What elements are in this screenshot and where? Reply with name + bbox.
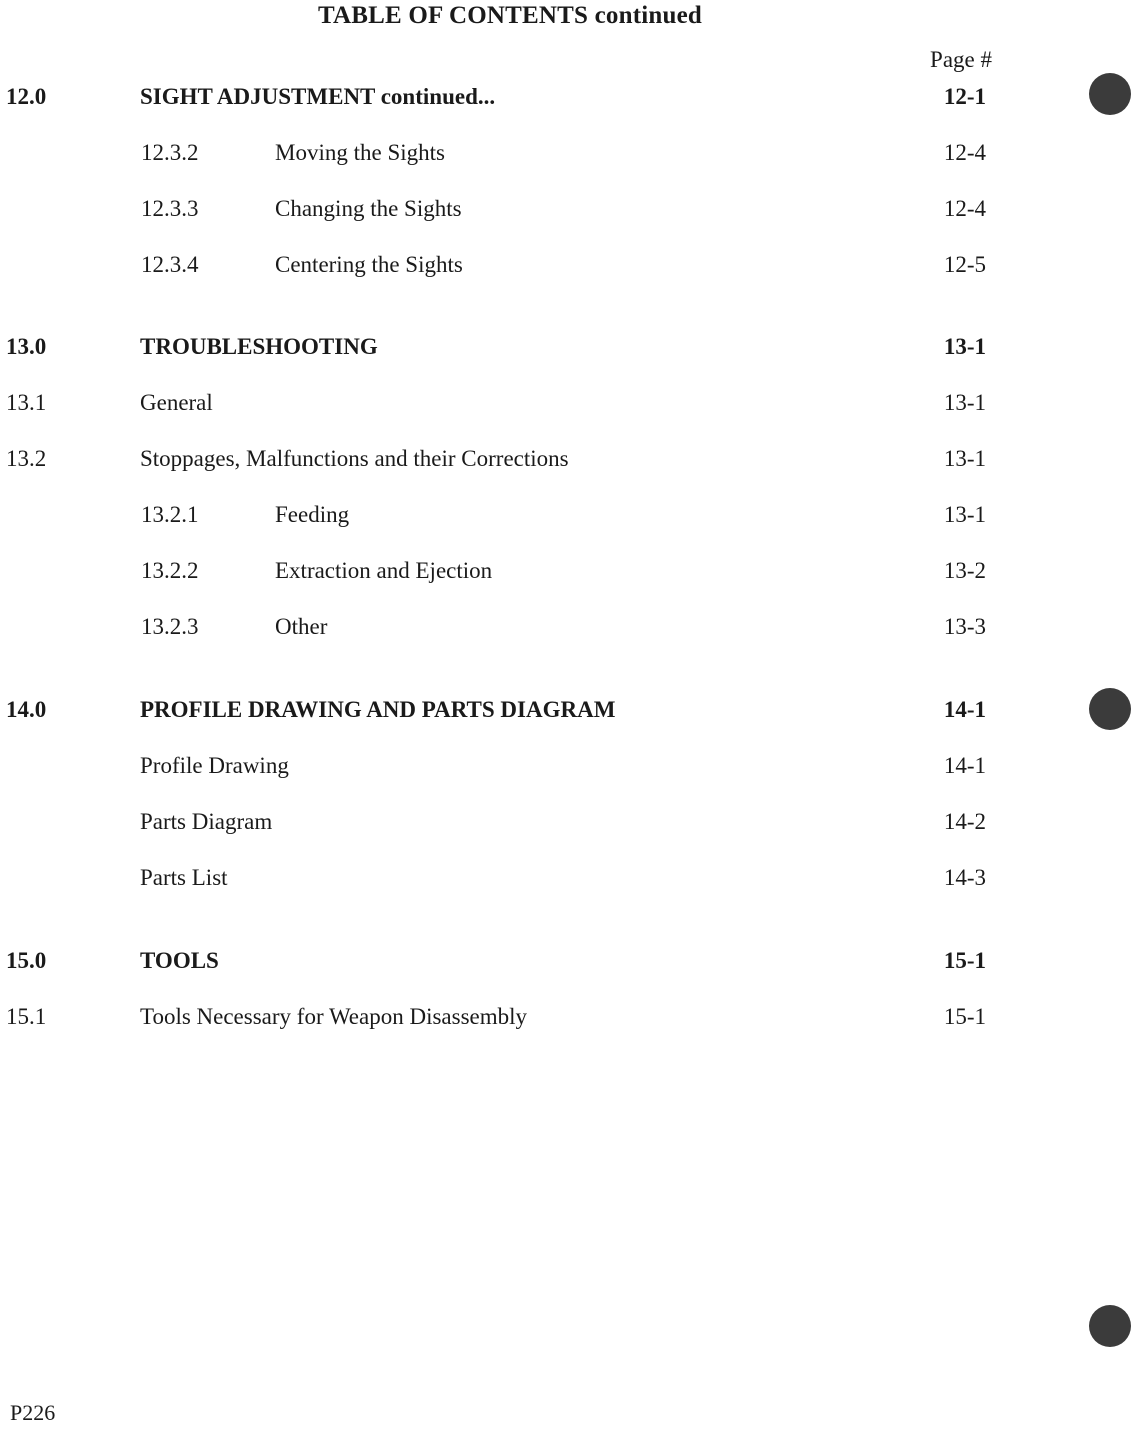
toc-page: 13-3 — [943, 614, 986, 639]
toc-row-section — [0, 753, 1131, 785]
toc-row-sub — [0, 558, 1131, 590]
toc-number: 13.0 — [6, 334, 47, 359]
toc-label: TROUBLESHOOTING — [140, 334, 378, 359]
toc-label: General — [140, 390, 213, 415]
toc-row-major — [0, 84, 1131, 116]
toc-page: 13-1 — [943, 502, 986, 527]
toc-label: Moving the Sights — [275, 140, 445, 165]
toc-row-sub — [0, 140, 1131, 172]
toc-page: 13-2 — [943, 558, 986, 583]
toc-row-major — [0, 948, 1131, 980]
toc-row-sub — [0, 614, 1131, 646]
toc-number: 12.3.3 — [141, 196, 199, 221]
toc-number: 13.2.1 — [141, 502, 199, 527]
binder-hole-mark — [1089, 688, 1131, 730]
toc-number: 12.0 — [6, 84, 47, 109]
toc-label: TOOLS — [140, 948, 219, 973]
binder-hole-mark — [1089, 1305, 1131, 1347]
toc-page: 12-4 — [943, 140, 986, 165]
toc-label: Profile Drawing — [140, 753, 289, 778]
toc-page: 13-1 — [943, 446, 986, 471]
toc-page: 14-2 — [943, 809, 986, 834]
toc-label: Changing the Sights — [275, 196, 462, 221]
toc-number: 12.3.4 — [141, 252, 199, 277]
toc-row-major — [0, 697, 1131, 729]
toc-row-major — [0, 334, 1131, 366]
toc-page: 12-4 — [943, 196, 986, 221]
page-title: TABLE OF CONTENTS continued — [318, 2, 702, 29]
toc-number: 12.3.2 — [141, 140, 199, 165]
toc-number: 15.0 — [6, 948, 47, 973]
toc-label: Stoppages, Malfunctions and their Corrections — [140, 446, 569, 471]
toc-row-sub — [0, 252, 1131, 284]
toc-label: Parts Diagram — [140, 809, 273, 834]
toc-row-section — [0, 1004, 1131, 1036]
toc-row-section — [0, 865, 1131, 897]
toc-page: 14-3 — [943, 865, 986, 890]
toc-page: 15-1 — [943, 948, 986, 973]
document-code: P226 — [10, 1400, 56, 1425]
toc-page: 12-5 — [943, 252, 986, 277]
toc-page: 14-1 — [943, 697, 986, 722]
toc-page: 13-1 — [943, 334, 986, 359]
toc-row-section — [0, 446, 1131, 478]
toc-number: 13.2.2 — [141, 558, 199, 583]
toc-number: 15.1 — [6, 1004, 47, 1029]
toc-row-section — [0, 809, 1131, 841]
toc-number: 13.2 — [6, 446, 47, 471]
toc-page: 12-1 — [943, 84, 986, 109]
toc-row-section — [0, 390, 1131, 422]
toc-label: Feeding — [275, 502, 350, 527]
toc-label: Other — [275, 614, 328, 639]
toc-label: Extraction and Ejection — [275, 558, 493, 583]
toc-label: Tools Necessary for Weapon Disassembly — [140, 1004, 528, 1029]
binder-hole-mark — [1089, 73, 1131, 115]
toc-label: PROFILE DRAWING AND PARTS DIAGRAM — [140, 697, 616, 722]
toc-number: 13.2.3 — [141, 614, 199, 639]
toc-page: 14-1 — [943, 753, 986, 778]
toc-page: 15-1 — [943, 1004, 986, 1029]
toc-page: 13-1 — [943, 390, 986, 415]
toc-row-sub — [0, 196, 1131, 228]
toc-label: SIGHT ADJUSTMENT continued... — [140, 84, 496, 109]
toc-number: 14.0 — [6, 697, 47, 722]
toc-number: 13.1 — [6, 390, 47, 415]
toc-row-sub — [0, 502, 1131, 534]
toc-label: Parts List — [140, 865, 228, 890]
page-column-header: Page # — [930, 47, 992, 72]
toc-label: Centering the Sights — [275, 252, 463, 277]
